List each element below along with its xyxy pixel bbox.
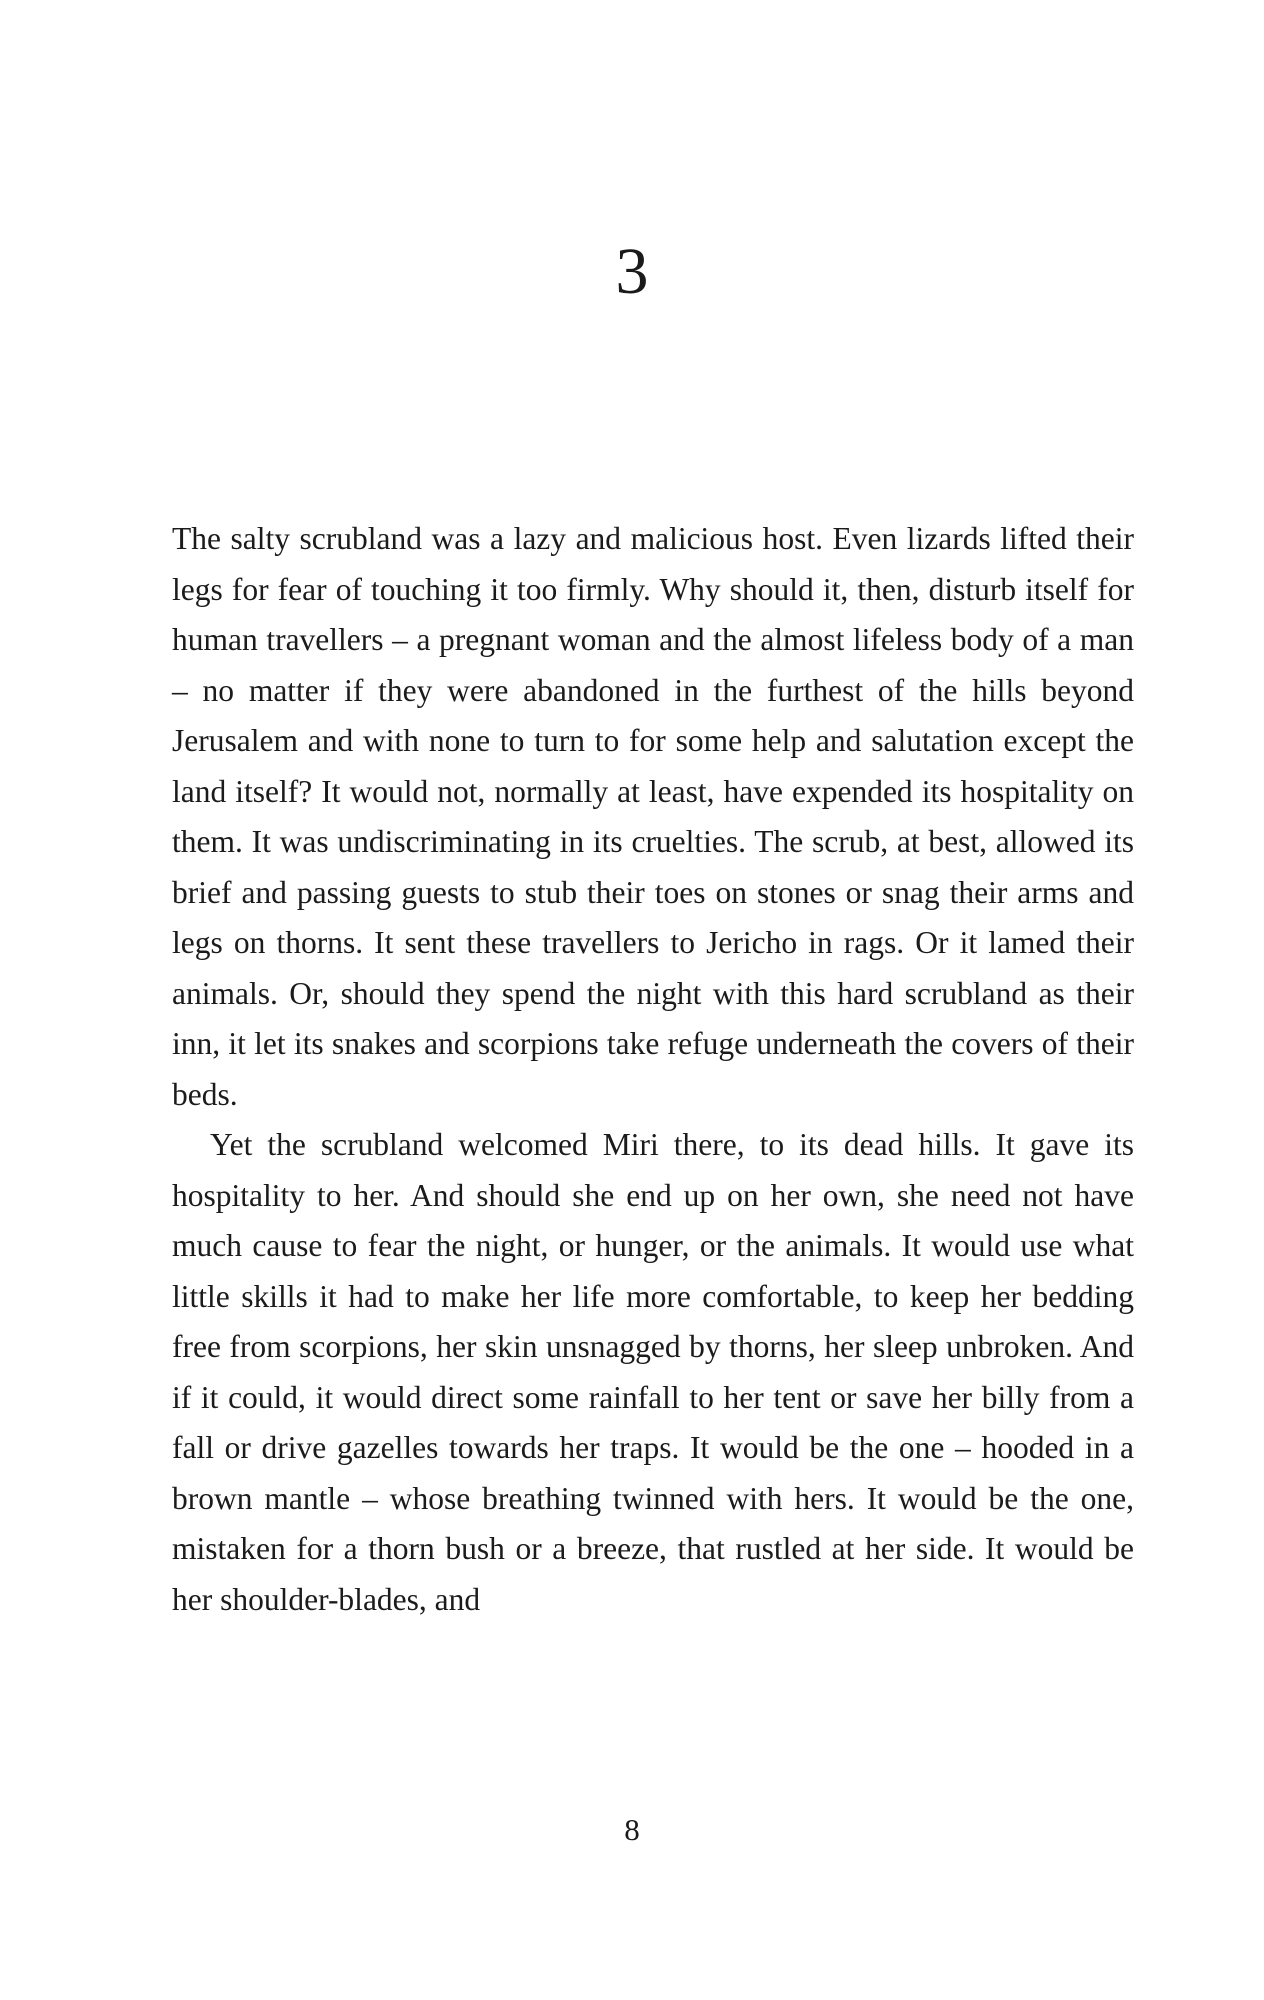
page-number: 8 xyxy=(624,1812,640,1847)
paragraph-1: The salty scrubland was a lazy and malicious host. Even lizards lifted their legs for fear of touching it too firmly. Why should it, then, disturb itself for human travellers – a pregnant woman and the almost lifeless body of a man – no matter if they were abandoned in the furthest of the hills beyond Jerusalem and with none to turn to for some help and salutation except the land itself? It would not, normally at least, have expended its hospitality on them. It was undiscriminating in its cruelties. The scrub, at best, allowed its brief and passing guests to stub their toes on stones or snag their arms and legs on thorns. It sent these travellers to Jericho in rags. Or it lamed their animals. Or, should they spend the night with this hard scrubland as their inn, it let its snakes and scorpions take refuge underneath the covers of their beds. xyxy=(172,521,1134,1112)
paragraph-2: Yet the scrubland welcomed Miri there, to its dead hills. It gave its hospitality to her. And should she end up on her own, she need not have much cause to fear the night, or hunger, or the animals. It would use what little skills it had to make her life more comfortable, to keep her bedding free from scorpions, her skin unsnagged by thorns, her sleep unbroken. And if it could, it would direct some rainfall to her tent or save her billy from a fall or drive gazelles towards her traps. It would be the one – hooded in a brown mantle – whose breathing twinned with hers. It would be the one, mistaken for a thorn bush or a breeze, that rustled at her side. It would be her shoulder-blades, and xyxy=(172,1127,1134,1617)
chapter-number: 3 xyxy=(615,235,649,308)
body-text xyxy=(172,514,1134,1625)
